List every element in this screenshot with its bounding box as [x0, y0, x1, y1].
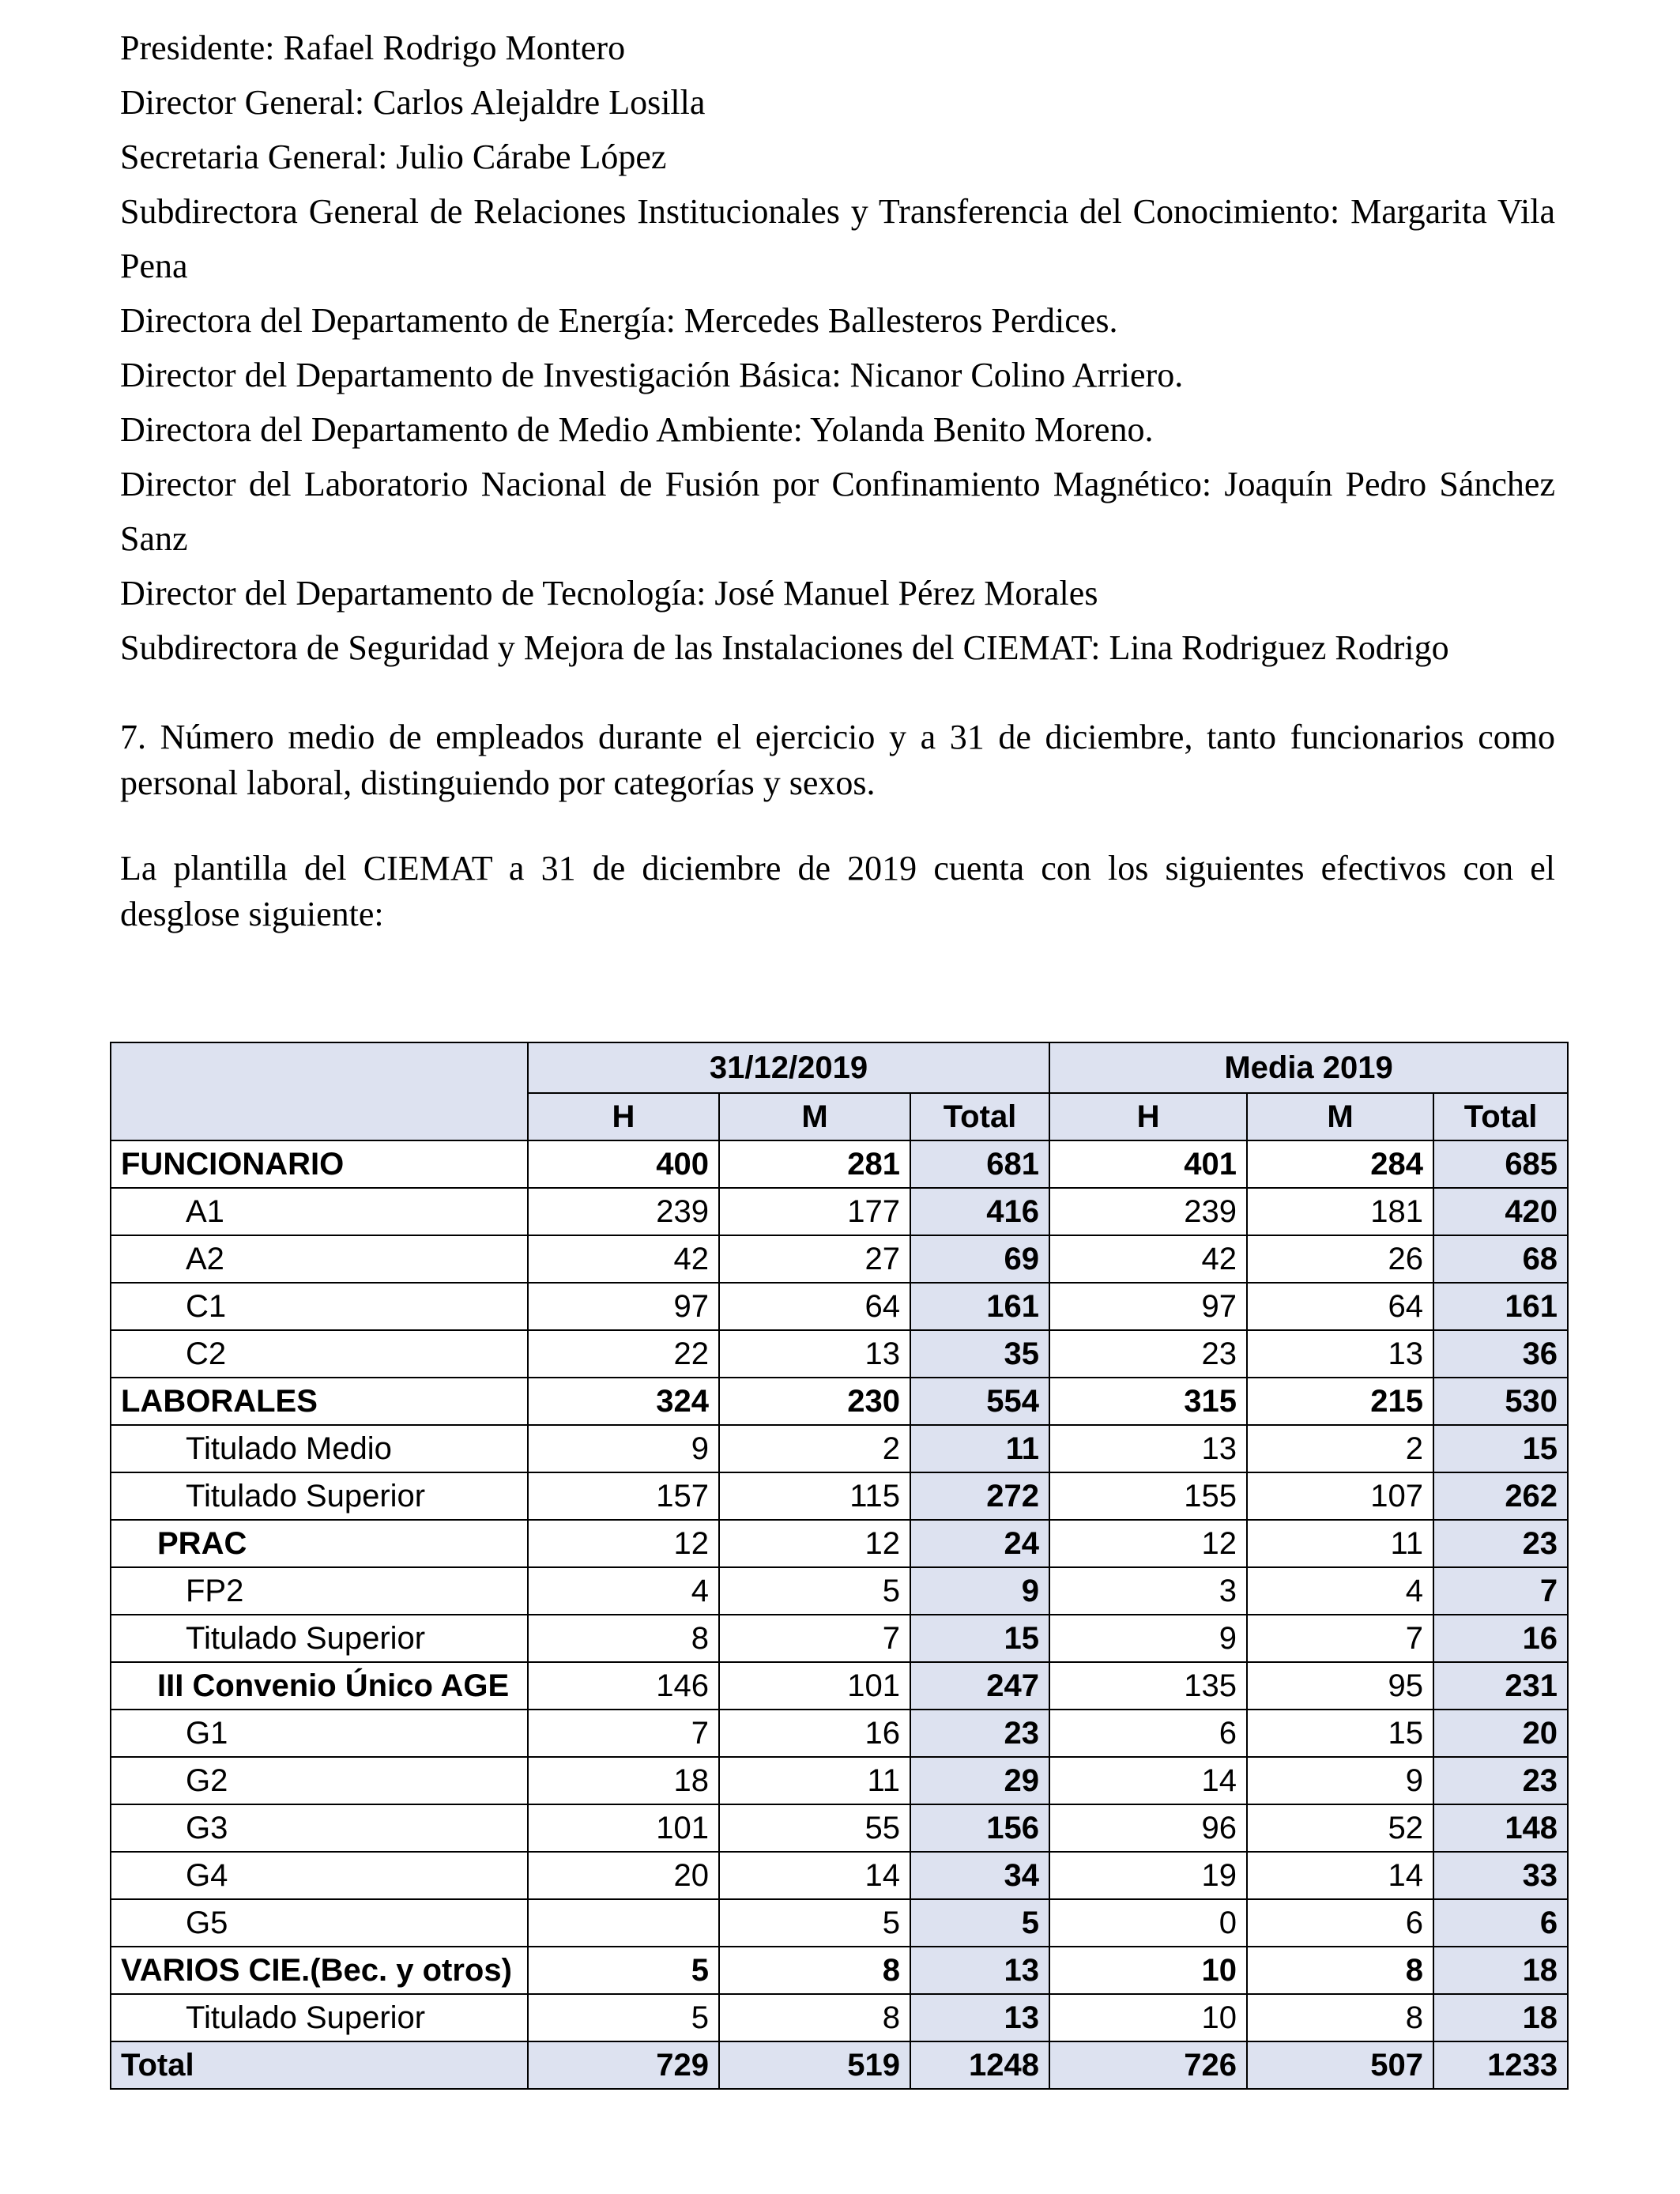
header-m: M — [719, 1093, 910, 1140]
row-label: LABORALES — [111, 1378, 528, 1425]
cell-total: 20 — [1433, 1710, 1568, 1757]
cell-total: 34 — [910, 1852, 1049, 1899]
header-h: H — [1049, 1093, 1247, 1140]
cell-value: 15 — [1247, 1710, 1433, 1757]
cell-value: 14 — [719, 1852, 910, 1899]
cell-value: 9 — [1049, 1615, 1247, 1662]
cell-value: 0 — [1049, 1899, 1247, 1947]
row-label: Titulado Superior — [111, 1615, 528, 1662]
table-row — [111, 1425, 1568, 1472]
cell-value: 2 — [719, 1425, 910, 1472]
cell-value: 181 — [1247, 1188, 1433, 1235]
cell-value: 157 — [528, 1472, 719, 1520]
document-body — [120, 21, 1555, 937]
cell-total: 11 — [910, 1425, 1049, 1472]
table-row — [111, 1757, 1568, 1804]
officer-line: Presidente: Rafael Rodrigo Montero — [120, 28, 626, 67]
cell-value: 6 — [1049, 1710, 1247, 1757]
cell-total: 36 — [1433, 1330, 1568, 1378]
cell-total: 16 — [1433, 1615, 1568, 1662]
cell-total: 554 — [910, 1378, 1049, 1425]
officer-line: Directora del Departamento de Energía: Mercedes Ballesteros Perdices. — [120, 301, 1118, 340]
officer-line: Director del Departamento de Investigación Básica: Nicanor Colino Arriero. — [120, 356, 1184, 394]
cell-value: 42 — [1049, 1235, 1247, 1283]
cell-value: 26 — [1247, 1235, 1433, 1283]
officer-line: Directora del Departamento de Medio Ambiente: Yolanda Benito Moreno. — [120, 410, 1154, 449]
cell-total: 29 — [910, 1757, 1049, 1804]
spacer — [120, 675, 1555, 714]
cell-value: 146 — [528, 1662, 719, 1710]
cell-total: 685 — [1433, 1140, 1568, 1188]
cell-value: 5 — [528, 1947, 719, 1994]
cell-grand-total: 507 — [1247, 2041, 1433, 2089]
cell-value: 324 — [528, 1378, 719, 1425]
table-row — [111, 1852, 1568, 1899]
table-row — [111, 1378, 1568, 1425]
row-label: G1 — [111, 1710, 528, 1757]
cell-total: 161 — [1433, 1283, 1568, 1330]
cell-value: 42 — [528, 1235, 719, 1283]
table-body — [111, 1140, 1568, 2089]
cell-total: 530 — [1433, 1378, 1568, 1425]
spacer — [120, 806, 1555, 846]
cell-value: 10 — [1049, 1947, 1247, 1994]
cell-total: 35 — [910, 1330, 1049, 1378]
cell-value: 7 — [1247, 1615, 1433, 1662]
table-row — [111, 1235, 1568, 1283]
cell-total: 247 — [910, 1662, 1049, 1710]
cell-value: 107 — [1247, 1472, 1433, 1520]
cell-total: 7 — [1433, 1567, 1568, 1615]
cell-grand-total: 729 — [528, 2041, 719, 2089]
cell-value: 4 — [528, 1567, 719, 1615]
cell-value: 11 — [719, 1757, 910, 1804]
officer-line: Director General: Carlos Alejaldre Losilla — [120, 83, 706, 122]
row-label: Titulado Superior — [111, 1994, 528, 2041]
cell-value: 13 — [719, 1330, 910, 1378]
cell-total: 23 — [910, 1710, 1049, 1757]
table-row — [111, 1283, 1568, 1330]
cell-total: 13 — [910, 1994, 1049, 2041]
cell-value: 95 — [1247, 1662, 1433, 1710]
table-row — [111, 1520, 1568, 1567]
cell-grand-total: 726 — [1049, 2041, 1247, 2089]
cell-grand-total: 1233 — [1433, 2041, 1568, 2089]
cell-value: 8 — [528, 1615, 719, 1662]
cell-total: 23 — [1433, 1757, 1568, 1804]
cell-value: 2 — [1247, 1425, 1433, 1472]
cell-value: 22 — [528, 1330, 719, 1378]
header-row-groups — [111, 1042, 1568, 1093]
cell-value: 155 — [1049, 1472, 1247, 1520]
cell-value: 5 — [719, 1567, 910, 1615]
table-row — [111, 1140, 1568, 1188]
cell-value: 55 — [719, 1804, 910, 1852]
table-row — [111, 1947, 1568, 1994]
row-label: A1 — [111, 1188, 528, 1235]
table-row — [111, 1710, 1568, 1757]
cell-total: 161 — [910, 1283, 1049, 1330]
officer-line: Subdirectora General de Relaciones Institucionales y Transferencia del Conocimiento: Margarita Vila Pena — [120, 192, 1555, 285]
table-row — [111, 1804, 1568, 1852]
cell-total: 15 — [910, 1615, 1049, 1662]
cell-value: 8 — [719, 1947, 910, 1994]
cell-value — [528, 1899, 719, 1947]
header-m: M — [1247, 1093, 1433, 1140]
cell-value: 97 — [528, 1283, 719, 1330]
row-label: G2 — [111, 1757, 528, 1804]
cell-value: 52 — [1247, 1804, 1433, 1852]
cell-value: 11 — [1247, 1520, 1433, 1567]
officer-line: Director del Laboratorio Nacional de Fusión por Confinamiento Magnético: Joaquín Pedro Sánchez Sanz — [120, 465, 1555, 558]
header-group-average: Media 2019 — [1049, 1042, 1568, 1093]
cell-total: 681 — [910, 1140, 1049, 1188]
row-label: PRAC — [111, 1520, 528, 1567]
cell-value: 7 — [719, 1615, 910, 1662]
cell-value: 9 — [1247, 1757, 1433, 1804]
cell-total: 15 — [1433, 1425, 1568, 1472]
cell-total: 13 — [910, 1947, 1049, 1994]
row-label: C1 — [111, 1283, 528, 1330]
cell-total: 68 — [1433, 1235, 1568, 1283]
cell-value: 8 — [1247, 1994, 1433, 2041]
cell-total: 420 — [1433, 1188, 1568, 1235]
table-row — [111, 1994, 1568, 2041]
cell-total: 9 — [910, 1567, 1049, 1615]
cell-value: 19 — [1049, 1852, 1247, 1899]
row-label: FUNCIONARIO — [111, 1140, 528, 1188]
cell-value: 9 — [528, 1425, 719, 1472]
table-row — [111, 1899, 1568, 1947]
cell-value: 284 — [1247, 1140, 1433, 1188]
cell-value: 10 — [1049, 1994, 1247, 2041]
table-row — [111, 1662, 1568, 1710]
cell-value: 12 — [719, 1520, 910, 1567]
cell-value: 64 — [719, 1283, 910, 1330]
cell-total: 24 — [910, 1520, 1049, 1567]
cell-value: 239 — [528, 1188, 719, 1235]
cell-total: 69 — [910, 1235, 1049, 1283]
officer-line: Subdirectora de Seguridad y Mejora de las Instalaciones del CIEMAT: Lina Rodriguez Rodrigo — [120, 628, 1449, 667]
header-total: Total — [1433, 1093, 1568, 1140]
cell-total: 33 — [1433, 1852, 1568, 1899]
cell-grand-total: 1248 — [910, 2041, 1049, 2089]
cell-value: 20 — [528, 1852, 719, 1899]
cell-value: 7 — [528, 1710, 719, 1757]
cell-value: 400 — [528, 1140, 719, 1188]
cell-total: 18 — [1433, 1994, 1568, 2041]
section-intro: La plantilla del CIEMAT a 31 de diciembre de 2019 cuenta con los siguientes efectivos con el desglose siguiente: — [120, 849, 1555, 933]
cell-total: 156 — [910, 1804, 1049, 1852]
cell-total: 272 — [910, 1472, 1049, 1520]
row-label: G4 — [111, 1852, 528, 1899]
cell-value: 23 — [1049, 1330, 1247, 1378]
cell-total: 416 — [910, 1188, 1049, 1235]
cell-grand-total: 519 — [719, 2041, 910, 2089]
header-group-dec31: 31/12/2019 — [528, 1042, 1049, 1093]
header-h: H — [528, 1093, 719, 1140]
officer-line: Director del Departamento de Tecnología: José Manuel Pérez Morales — [120, 574, 1098, 613]
cell-value: 4 — [1247, 1567, 1433, 1615]
table-row — [111, 1330, 1568, 1378]
table-row — [111, 1188, 1568, 1235]
row-label: VARIOS CIE.(Bec. y otros) — [111, 1947, 528, 1994]
cell-value: 115 — [719, 1472, 910, 1520]
cell-value: 12 — [528, 1520, 719, 1567]
cell-value: 6 — [1247, 1899, 1433, 1947]
cell-value: 27 — [719, 1235, 910, 1283]
row-label: G3 — [111, 1804, 528, 1852]
cell-total: 148 — [1433, 1804, 1568, 1852]
officer-line: Secretaria General: Julio Cárabe López — [120, 138, 667, 176]
table-total-row — [111, 2041, 1568, 2089]
cell-total: 231 — [1433, 1662, 1568, 1710]
table-row — [111, 1567, 1568, 1615]
table-row — [111, 1615, 1568, 1662]
cell-value: 14 — [1247, 1852, 1433, 1899]
cell-value: 64 — [1247, 1283, 1433, 1330]
total-label: Total — [111, 2041, 528, 2089]
cell-value: 177 — [719, 1188, 910, 1235]
section-title: 7. Número medio de empleados durante el ejercicio y a 31 de diciembre, tanto funcionarios como personal laboral, distinguiendo por categorías y sexos. — [120, 718, 1555, 802]
cell-value: 315 — [1049, 1378, 1247, 1425]
cell-value: 101 — [719, 1662, 910, 1710]
row-label: FP2 — [111, 1567, 528, 1615]
header-corner — [111, 1042, 528, 1140]
cell-value: 14 — [1049, 1757, 1247, 1804]
cell-value: 97 — [1049, 1283, 1247, 1330]
cell-value: 215 — [1247, 1378, 1433, 1425]
table-row — [111, 1472, 1568, 1520]
cell-value: 13 — [1049, 1425, 1247, 1472]
cell-value: 13 — [1247, 1330, 1433, 1378]
cell-total: 5 — [910, 1899, 1049, 1947]
cell-value: 96 — [1049, 1804, 1247, 1852]
header-total: Total — [910, 1093, 1049, 1140]
staff-table — [110, 1042, 1569, 2090]
cell-value: 8 — [1247, 1947, 1433, 1994]
cell-total: 6 — [1433, 1899, 1568, 1947]
cell-value: 230 — [719, 1378, 910, 1425]
cell-value: 281 — [719, 1140, 910, 1188]
row-label: C2 — [111, 1330, 528, 1378]
cell-value: 401 — [1049, 1140, 1247, 1188]
row-label: G5 — [111, 1899, 528, 1947]
cell-value: 135 — [1049, 1662, 1247, 1710]
cell-value: 101 — [528, 1804, 719, 1852]
row-label: Titulado Medio — [111, 1425, 528, 1472]
row-label: A2 — [111, 1235, 528, 1283]
cell-total: 23 — [1433, 1520, 1568, 1567]
cell-value: 239 — [1049, 1188, 1247, 1235]
cell-value: 3 — [1049, 1567, 1247, 1615]
cell-value: 8 — [719, 1994, 910, 2041]
row-label: III Convenio Único AGE — [111, 1662, 528, 1710]
cell-value: 5 — [719, 1899, 910, 1947]
cell-value: 5 — [528, 1994, 719, 2041]
cell-total: 18 — [1433, 1947, 1568, 1994]
cell-value: 12 — [1049, 1520, 1247, 1567]
row-label: Titulado Superior — [111, 1472, 528, 1520]
cell-value: 16 — [719, 1710, 910, 1757]
cell-total: 262 — [1433, 1472, 1568, 1520]
cell-value: 18 — [528, 1757, 719, 1804]
